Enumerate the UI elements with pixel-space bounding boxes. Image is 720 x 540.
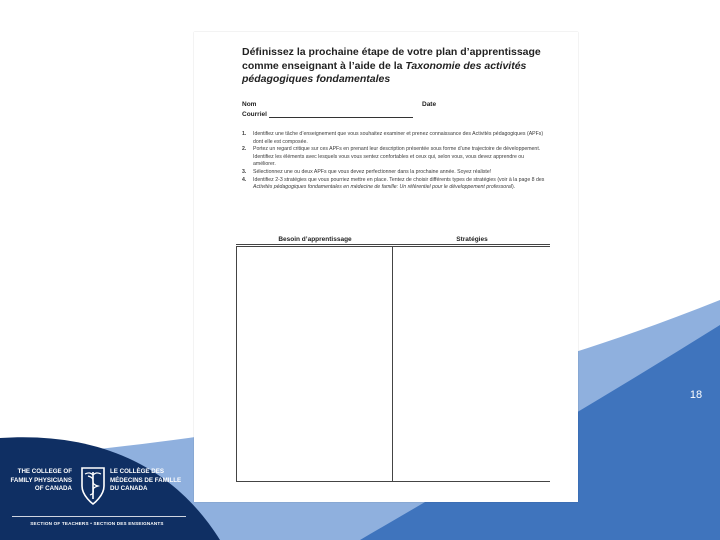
logo-en-line-2: FAMILY PHYSICIANS (10, 476, 72, 484)
email-label: Courriel (242, 111, 267, 118)
step-number: 4. (242, 176, 247, 183)
table-cell-strategies (392, 246, 550, 482)
logo-french-text (110, 468, 190, 494)
title-line-1: Définissez la prochaine étape de votre plan d’apprentissage (242, 46, 541, 58)
name-label: Nom (242, 101, 257, 108)
title-line-3: pédagogiques fondamentales (242, 73, 391, 85)
title-line-2-italic: Taxonomie des activités (405, 59, 527, 72)
step-text: Portez un regard critique sur ces APFs en prenant leur description présentée sous forme d’une trajectoire de développement. Identifiez les éléments avec lesquels vous vous sentez confortables et ceux qui, selon vous, vous devez apprendre ou améliorer. (253, 146, 541, 168)
logo-en-line-3: OF CANADA (34, 485, 72, 492)
table-header-rule (236, 244, 550, 245)
step-text: Sélectionnez une ou deux APFs que vous devez perfectionner dans la prochaine année. Soyez réaliste! (253, 168, 492, 175)
name-field (242, 101, 256, 108)
cfpc-logo (8, 466, 186, 532)
step-number: 3. (242, 168, 247, 175)
logo-fr-line-3: DU CANADA (110, 485, 148, 492)
step-3 (242, 169, 548, 177)
logo-fr-line-1: LE COLLÈGE DES (110, 468, 164, 475)
email-line (269, 111, 413, 118)
instruction-steps (242, 131, 548, 192)
table-cell-learning-need (236, 246, 393, 482)
document-title (242, 46, 562, 87)
step-number: 1. (242, 131, 247, 137)
step-text-suffix: ). (511, 184, 516, 191)
step-text: Identifiez une tâche d’enseignement que vous souhaitez examiner et prenez connaissance des Activités pédagogiques (APFs) dont elle est composée. (253, 131, 544, 145)
title-line-2-text: comme enseignant à l’aide de la (242, 59, 406, 72)
table-header-strategies: Stratégies (456, 236, 488, 243)
logo-section-text: SECTION OF TEACHERS • SECTION DES ENSEIGNANTS (30, 521, 164, 526)
slide-number: 18 (689, 389, 703, 401)
step-1 (242, 131, 548, 146)
date-label: Date (422, 101, 437, 108)
step-text-italic: Activités pédagogiques fondamentales en médecine de famille: Un référentiel pour le développement professoral (253, 184, 512, 191)
title-line-2 (242, 60, 562, 74)
step-4 (242, 177, 548, 192)
email-field (242, 111, 413, 118)
step-text: Identifiez 2-3 stratégies que vous pourriez mettre en place. Tentez de choisir différents types de stratégies (voir à la page 8 des (253, 176, 545, 183)
caduceus-shield-icon (80, 466, 106, 506)
logo-fr-line-2: MÉDECINS DE FAMILLE (110, 476, 182, 484)
logo-en-line-1: THE COLLEGE OF (17, 468, 72, 475)
worksheet-document (194, 32, 578, 502)
logo-english-text (8, 468, 72, 494)
step-2 (242, 146, 548, 169)
step-number: 2. (242, 146, 247, 153)
date-field (422, 101, 436, 108)
logo-divider (12, 516, 186, 517)
table-header-learning-need: Besoin d’apprentissage (278, 236, 352, 243)
